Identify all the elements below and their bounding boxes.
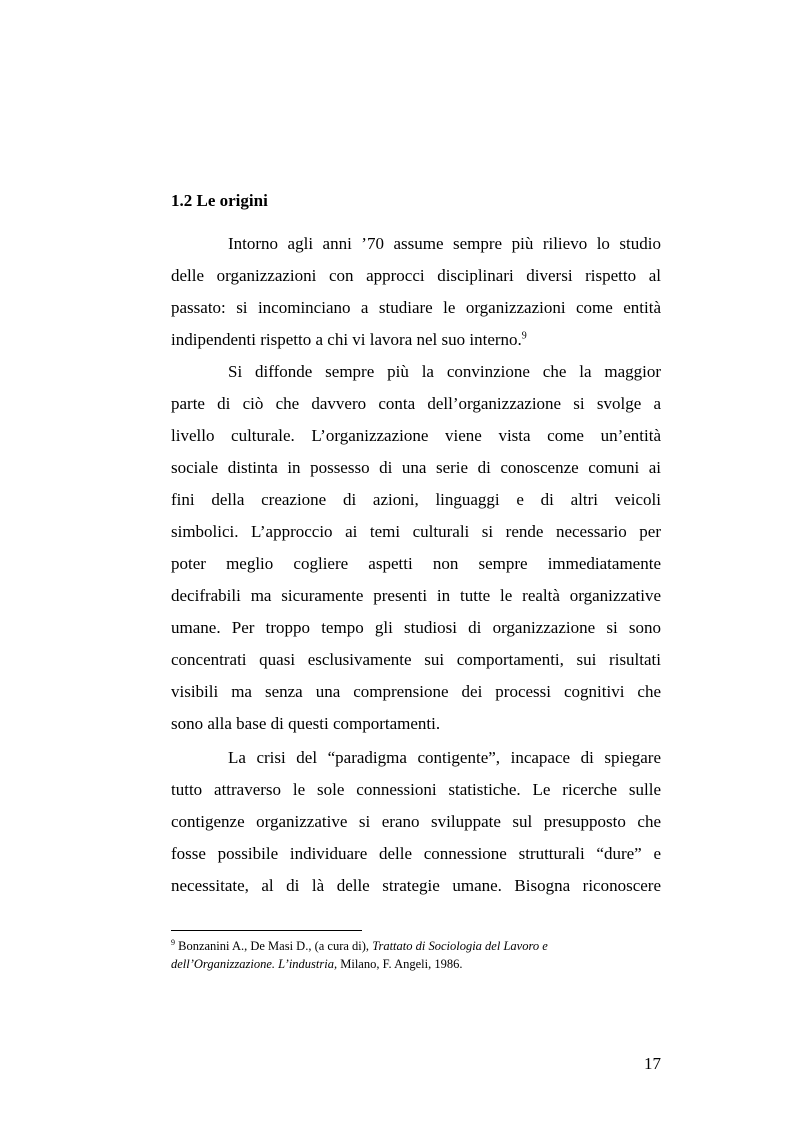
paragraph-line: contigenze organizzative si erano sviluppate sul presupposto che	[171, 812, 661, 831]
footnote-reference[interactable]: 9	[521, 330, 527, 342]
footnote-publication: Milano, F. Angeli, 1986.	[337, 957, 463, 971]
paragraph-line: fini della creazione di azioni, linguaggi e di altri veicoli	[171, 490, 661, 509]
paragraph-line: livello culturale. L’organizzazione viene vista come un’entità	[171, 426, 661, 445]
paragraph-line: sociale distinta in possesso di una serie di conoscenze comuni ai	[171, 458, 661, 477]
paragraph-line: umane. Per troppo tempo gli studiosi di organizzazione si sono	[171, 618, 661, 637]
paragraph-line: decifrabili ma sicuramente presenti in tutte le realtà organizzative	[171, 586, 661, 605]
footnote-divider	[171, 930, 362, 931]
paragraph-line: Si diffonde sempre più la convinzione che la maggior	[228, 362, 661, 381]
footnote	[171, 937, 641, 973]
paragraph-line-text: indipendenti rispetto a chi vi lavora nel suo interno.	[171, 330, 522, 349]
paragraph-line: La crisi del “paradigma contigente”, incapace di spiegare	[228, 748, 661, 767]
section-heading: 1.2 Le origini	[171, 191, 268, 210]
paragraph-line: simbolici. L’approccio ai temi culturali si rende necessario per	[171, 522, 661, 541]
paragraph-line: passato: si incominciano a studiare le organizzazioni come entità	[171, 298, 661, 317]
paragraph-line: Intorno agli anni ’70 assume sempre più rilievo lo studio	[228, 234, 661, 253]
paragraph-line: delle organizzazioni con approcci disciplinari diversi rispetto al	[171, 266, 661, 285]
paragraph-line: parte di ciò che davvero conta dell’organizzazione si svolge a	[171, 394, 661, 413]
paragraph-line: concentrati quasi esclusivamente sui comportamenti, sui risultati	[171, 650, 661, 669]
paragraph-line	[171, 324, 661, 356]
footnote-marker: 9	[171, 937, 175, 947]
footnote-authors: Bonzanini A., De Masi D., (a cura di),	[175, 939, 373, 953]
paragraph-line: poter meglio cogliere aspetti non sempre immediatamente	[171, 554, 661, 573]
paragraph-line: tutto attraverso le sole connessioni statistiche. Le ricerche sulle	[171, 780, 661, 799]
paragraph-line: sono alla base di questi comportamenti.	[171, 714, 441, 733]
paragraph-line: visibili ma senza una comprensione dei processi cognitivi che	[171, 682, 661, 701]
paragraph-line: necessitate, al di là delle strategie umane. Bisogna riconoscere	[171, 876, 661, 895]
footnote-title: Trattato di Sociologia del Lavoro e dell’Organizzazione. L’industria,	[171, 939, 548, 971]
page-number: 17	[644, 1054, 661, 1073]
paragraph-line: fosse possibile individuare delle connessione strutturali “dure” e	[171, 844, 661, 863]
